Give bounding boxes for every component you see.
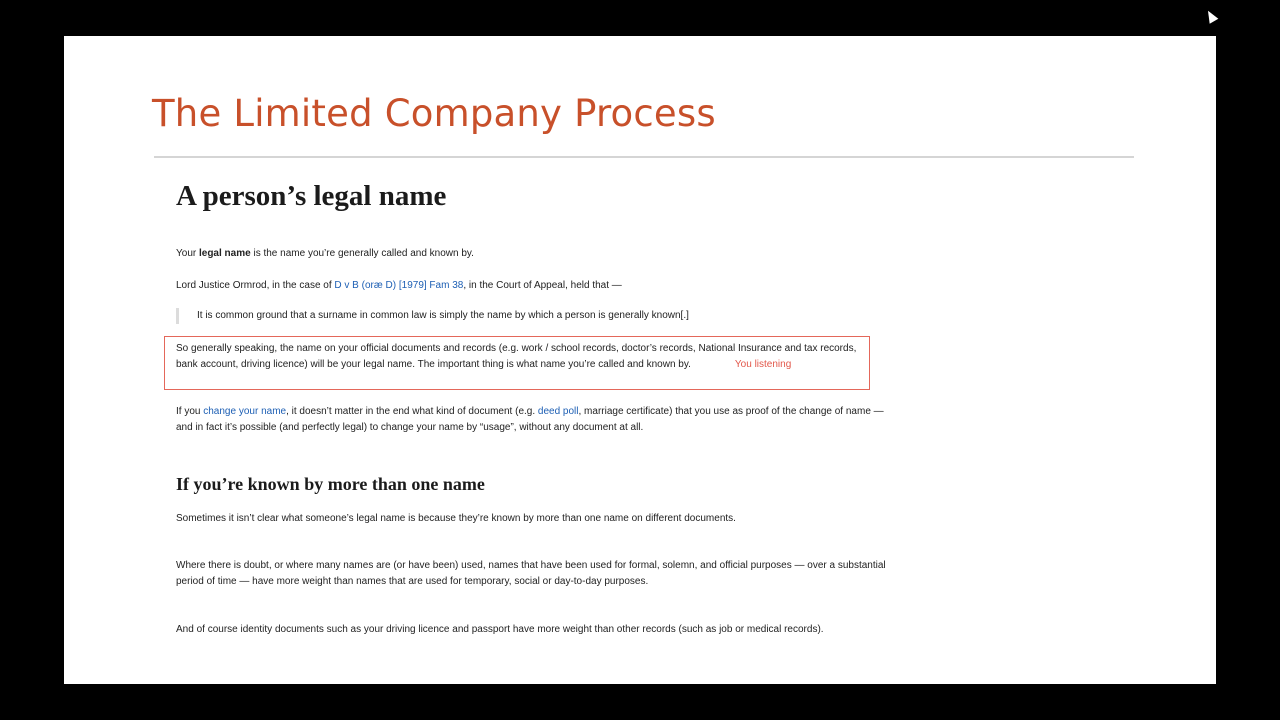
mouse-cursor-icon [1204, 8, 1219, 23]
p1-pre: Your [176, 248, 199, 259]
paragraph-legal-name [176, 246, 876, 262]
doc-subheading: If you’re known by more than one name [176, 474, 485, 494]
change-name-link[interactable]: change your name [203, 406, 287, 417]
callout-text [176, 341, 866, 373]
doc-heading: A person’s legal name [176, 180, 447, 212]
p2-pre: Lord Justice Ormrod, in the case of [176, 280, 335, 291]
paragraph-ormrod [176, 278, 876, 294]
paragraph-identity-docs: And of course identity documents such as your driving licence and passport have more weight than other records (such as job or medical records). [176, 624, 824, 635]
paragraph-change-name [176, 404, 888, 436]
paragraph-doubt: Where there is doubt, or where many names are (or have been) used, names that have been used for formal, solemn, and official purposes — over a substantial period of time — have more weight than names that are used for temporary, social or day-to-day purposes. [176, 560, 886, 587]
slide-title: The Limited Company Process [152, 92, 716, 135]
title-divider [154, 156, 1134, 158]
presentation-slide [64, 36, 1216, 684]
highlight-box [164, 336, 870, 390]
callout-annotation: You listening [734, 359, 792, 370]
blockquote: It is common ground that a surname in common law is simply the name by which a person is generally known[.] [176, 308, 897, 324]
p2-post: , in the Court of Appeal, held that — [463, 280, 622, 291]
p3-pre: If you [176, 406, 204, 417]
p1-bold: legal name [198, 248, 251, 259]
p3-mid: , it doesn’t matter in the end what kind of document (e.g. [286, 406, 538, 417]
p1-post: is the name you’re generally called and known by. [250, 248, 474, 259]
deed-poll-link[interactable]: deed poll [537, 406, 579, 417]
paragraph-sometimes: Sometimes it isn’t clear what someone’s legal name is because they’re known by more than one name on different documents. [176, 513, 736, 524]
callout-body: So generally speaking, the name on your official documents and records (e.g. work / school records, doctor’s records, National Insurance and tax records, bank account, driving licence) will be your legal name. The important thing is what name you’re called and known by. [176, 343, 857, 370]
case-link[interactable]: D v B (oræ D) [1979] Fam 38 [334, 280, 464, 291]
p3-post: , marriage certificate) that you use as proof of the change of name — and in fact it’s possible (and perfectly legal) to change your name by “usage”, without any document at all. [176, 406, 884, 433]
